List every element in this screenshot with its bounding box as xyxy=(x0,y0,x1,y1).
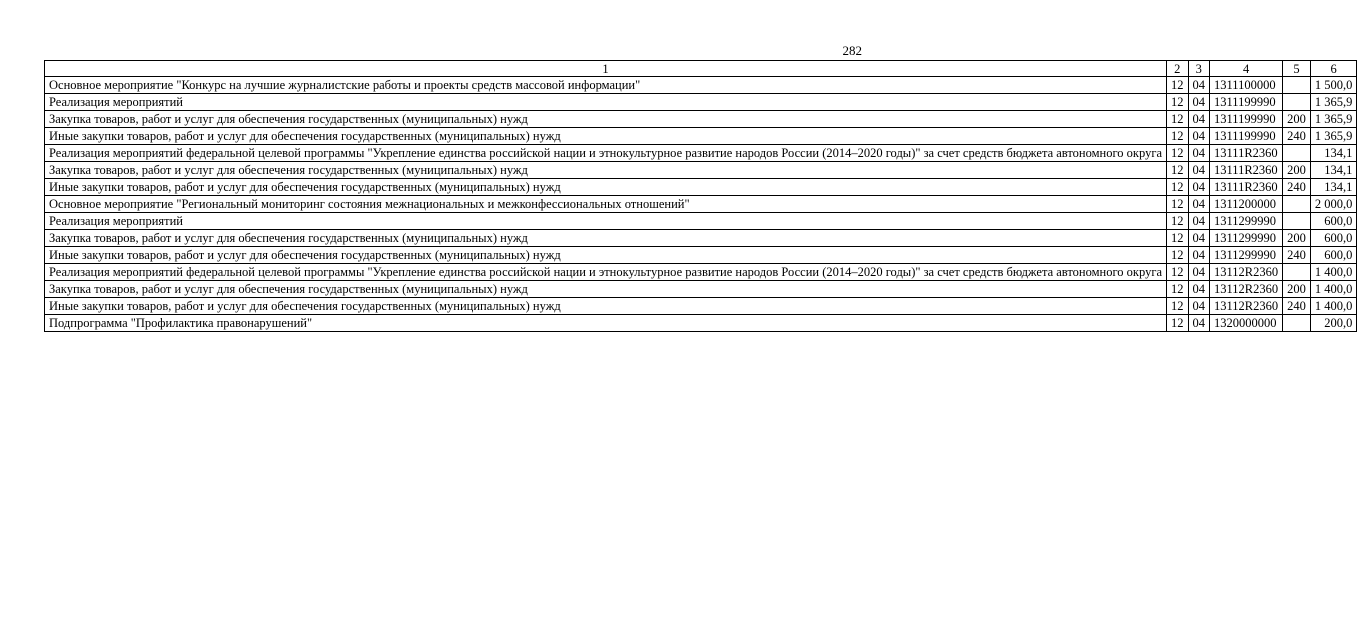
row-target-code: 1311200000 xyxy=(1210,196,1283,213)
row-expense-type: 240 xyxy=(1283,298,1311,315)
row-amount: 1 400,0 xyxy=(1310,264,1357,281)
row-section: 12 xyxy=(1167,213,1189,230)
row-expense-type xyxy=(1283,77,1311,94)
row-amount: 600,0 xyxy=(1310,247,1357,264)
row-subsection: 04 xyxy=(1188,145,1210,162)
row-amount: 134,1 xyxy=(1310,162,1357,179)
table-row xyxy=(45,230,1357,247)
row-expense-type xyxy=(1283,315,1311,332)
row-subsection: 04 xyxy=(1188,247,1210,264)
table-header xyxy=(45,61,1357,77)
row-amount: 200,0 xyxy=(1310,315,1357,332)
table-row xyxy=(45,315,1357,332)
row-target-code: 1311199990 xyxy=(1210,94,1283,111)
table-row xyxy=(45,145,1357,162)
row-name: Закупка товаров, работ и услуг для обеспечения государственных (муниципальных) нужд xyxy=(45,230,1167,247)
row-subsection: 04 xyxy=(1188,230,1210,247)
row-subsection: 04 xyxy=(1188,213,1210,230)
row-expense-type xyxy=(1283,196,1311,213)
table-row xyxy=(45,94,1357,111)
row-subsection: 04 xyxy=(1188,128,1210,145)
row-section: 12 xyxy=(1167,230,1189,247)
row-target-code: 13111R2360 xyxy=(1210,145,1283,162)
row-section: 12 xyxy=(1167,196,1189,213)
table-row xyxy=(45,162,1357,179)
header-col-5: 5 xyxy=(1283,61,1311,77)
row-section: 12 xyxy=(1167,145,1189,162)
table-row xyxy=(45,298,1357,315)
row-name: Основное мероприятие "Региональный мониторинг состояния межнациональных и межконфессиональных отношений" xyxy=(45,196,1167,213)
row-name: Реализация мероприятий федеральной целевой программы "Укрепление единства российской нации и этнокультурное развитие народов России (2014–2020 годы)" за счет средств бюджета автономного округа xyxy=(45,145,1167,162)
table-row xyxy=(45,247,1357,264)
row-expense-type: 200 xyxy=(1283,281,1311,298)
row-amount: 600,0 xyxy=(1310,213,1357,230)
row-name: Основное мероприятие "Конкурс на лучшие журналистские работы и проекты средств массовой информации" xyxy=(45,77,1167,94)
row-target-code: 1311299990 xyxy=(1210,247,1283,264)
row-section: 12 xyxy=(1167,315,1189,332)
table-row xyxy=(45,281,1357,298)
row-target-code: 13112R2360 xyxy=(1210,264,1283,281)
row-name: Иные закупки товаров, работ и услуг для обеспечения государственных (муниципальных) нужд xyxy=(45,247,1167,264)
row-subsection: 04 xyxy=(1188,196,1210,213)
row-amount: 1 400,0 xyxy=(1310,281,1357,298)
row-name: Закупка товаров, работ и услуг для обеспечения государственных (муниципальных) нужд xyxy=(45,281,1167,298)
header-col-6: 6 xyxy=(1310,61,1357,77)
table-row xyxy=(45,179,1357,196)
row-name: Подпрограмма "Профилактика правонарушений" xyxy=(45,315,1167,332)
row-subsection: 04 xyxy=(1188,298,1210,315)
header-col-4: 4 xyxy=(1210,61,1283,77)
row-expense-type xyxy=(1283,145,1311,162)
row-target-code: 1311299990 xyxy=(1210,230,1283,247)
row-subsection: 04 xyxy=(1188,315,1210,332)
row-expense-type: 240 xyxy=(1283,247,1311,264)
row-target-code: 13111R2360 xyxy=(1210,162,1283,179)
row-target-code: 1311199990 xyxy=(1210,111,1283,128)
row-expense-type: 200 xyxy=(1283,162,1311,179)
row-name: Закупка товаров, работ и услуг для обеспечения государственных (муниципальных) нужд xyxy=(45,162,1167,179)
row-name: Реализация мероприятий xyxy=(45,94,1167,111)
row-amount: 1 365,9 xyxy=(1310,94,1357,111)
row-section: 12 xyxy=(1167,298,1189,315)
row-amount: 1 400,0 xyxy=(1310,298,1357,315)
row-subsection: 04 xyxy=(1188,179,1210,196)
row-expense-type xyxy=(1283,264,1311,281)
budget-table xyxy=(44,60,1357,332)
row-subsection: 04 xyxy=(1188,111,1210,128)
row-target-code: 1320000000 xyxy=(1210,315,1283,332)
row-amount: 1 500,0 xyxy=(1310,77,1357,94)
row-subsection: 04 xyxy=(1188,94,1210,111)
row-expense-type: 200 xyxy=(1283,230,1311,247)
table-row xyxy=(45,196,1357,213)
row-name: Реализация мероприятий федеральной целевой программы "Укрепление единства российской нации и этнокультурное развитие народов России (2014–2020 годы)" за счет средств бюджета автономного округа xyxy=(45,264,1167,281)
row-target-code: 13111R2360 xyxy=(1210,179,1283,196)
row-amount: 1 365,9 xyxy=(1310,128,1357,145)
header-row xyxy=(45,61,1357,77)
row-expense-type: 240 xyxy=(1283,128,1311,145)
row-target-code: 13112R2360 xyxy=(1210,298,1283,315)
row-subsection: 04 xyxy=(1188,77,1210,94)
row-name: Иные закупки товаров, работ и услуг для обеспечения государственных (муниципальных) нужд xyxy=(45,128,1167,145)
row-section: 12 xyxy=(1167,111,1189,128)
row-section: 12 xyxy=(1167,281,1189,298)
row-section: 12 xyxy=(1167,77,1189,94)
row-section: 12 xyxy=(1167,247,1189,264)
row-section: 12 xyxy=(1167,179,1189,196)
row-amount: 134,1 xyxy=(1310,179,1357,196)
row-section: 12 xyxy=(1167,264,1189,281)
header-col-2: 2 xyxy=(1167,61,1189,77)
page-number: 282 xyxy=(842,43,862,58)
row-amount: 2 000,0 xyxy=(1310,196,1357,213)
row-expense-type: 200 xyxy=(1283,111,1311,128)
row-amount: 1 365,9 xyxy=(1310,111,1357,128)
row-target-code: 13112R2360 xyxy=(1210,281,1283,298)
row-expense-type xyxy=(1283,94,1311,111)
row-name: Реализация мероприятий xyxy=(45,213,1167,230)
row-section: 12 xyxy=(1167,162,1189,179)
row-subsection: 04 xyxy=(1188,264,1210,281)
row-subsection: 04 xyxy=(1188,162,1210,179)
row-expense-type xyxy=(1283,213,1311,230)
row-subsection: 04 xyxy=(1188,281,1210,298)
row-amount: 600,0 xyxy=(1310,230,1357,247)
row-amount: 134,1 xyxy=(1310,145,1357,162)
table-row xyxy=(45,111,1357,128)
header-col-1: 1 xyxy=(45,61,1167,77)
header-col-3: 3 xyxy=(1188,61,1210,77)
table-row xyxy=(45,213,1357,230)
table-row xyxy=(45,77,1357,94)
row-name: Иные закупки товаров, работ и услуг для обеспечения государственных (муниципальных) нужд xyxy=(45,179,1167,196)
row-section: 12 xyxy=(1167,94,1189,111)
row-section: 12 xyxy=(1167,128,1189,145)
table-row xyxy=(45,264,1357,281)
table-row xyxy=(45,128,1357,145)
row-target-code: 1311100000 xyxy=(1210,77,1283,94)
row-name: Закупка товаров, работ и услуг для обеспечения государственных (муниципальных) нужд xyxy=(45,111,1167,128)
table-body xyxy=(45,77,1357,332)
row-expense-type: 240 xyxy=(1283,179,1311,196)
row-name: Иные закупки товаров, работ и услуг для обеспечения государственных (муниципальных) нужд xyxy=(45,298,1167,315)
row-target-code: 1311299990 xyxy=(1210,213,1283,230)
row-target-code: 1311199990 xyxy=(1210,128,1283,145)
